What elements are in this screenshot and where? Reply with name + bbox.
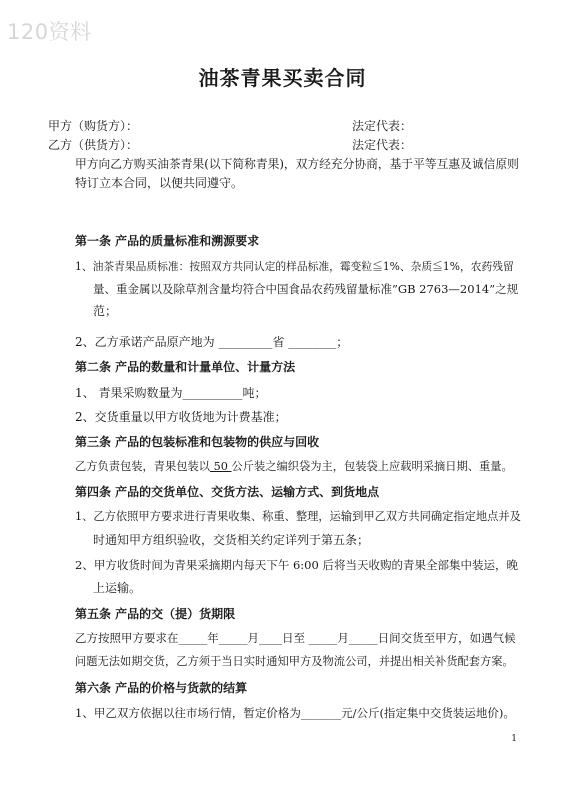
article-2-quantity: 1、 青果采购数量为__________吨；: [75, 386, 267, 400]
watermark: 120资料: [7, 20, 92, 44]
party-b-rep: 法定代表：: [352, 138, 413, 152]
party-a-label: 甲方（购货方）：: [48, 119, 139, 133]
article-3-paragraph: [75, 459, 513, 475]
article-6-heading: 第六条 产品的价格与货款的结算: [75, 681, 248, 695]
article-3-text: 公斤装之编织袋为主，包装袋上应载明采摘日期、重量。: [231, 460, 513, 473]
package-weight-value: 50: [210, 460, 232, 473]
article-1-paragraph: 1、油茶青果品质标准：按照双方共同认定的样品标准，霉变粒≦1%、杂质≦1%，农药残留: [75, 260, 514, 273]
article-1-heading: 第一条 产品的质量标准和溯源要求: [75, 234, 260, 248]
article-3-heading: 第三条 产品的包装标准和包装物的供应与回收: [75, 435, 320, 449]
article-4-heading: 第四条 产品的交货单位、交货方法、运输方式、到货地点: [75, 485, 380, 499]
article-1-paragraph: 量、重金属以及除草剂含量均符合中国食品农药残留量标准”GB 2763—2014”之规: [93, 282, 519, 296]
article-5-heading: 第五条 产品的交（提）货期限: [75, 607, 236, 621]
article-4-paragraph: 1、乙方依照甲方要求进行青果收集、称重、整理，运输到甲乙双方共同确定指定地点并及: [75, 510, 521, 523]
party-b-label: 乙方（供货方）：: [48, 138, 139, 152]
article-4-paragraph: 2、甲方收货时间为青果采摘期内每天下午 6:00 后将当天收购的青果全部集中装运，晚: [75, 558, 518, 572]
page-title: 油茶青果买卖合同: [198, 66, 367, 90]
article-5-paragraph: 问题无法如期交货，乙方须于当日实时通知甲方及物流公司，并提出相关补货配套方案。: [75, 655, 514, 668]
article-4-paragraph: 时通知甲方组织验收，交货相关约定详列于第五条；: [93, 533, 370, 547]
article-6-paragraph: 1、甲乙双方依据以往市场行情，暂定价格为_______元/公斤(指定集中交货装运地价)。: [75, 706, 515, 720]
article-4-paragraph: 上运输。: [93, 581, 142, 595]
article-2-weight-basis: 2、交货重量以甲方收货地为计费基准；: [75, 410, 287, 424]
page-number: 1: [511, 734, 517, 744]
article-2-heading: 第二条 产品的数量和计量单位、计量方法: [75, 360, 296, 374]
party-a-rep: 法定代表：: [352, 119, 413, 133]
intro-line: 甲方向乙方购买油茶青果(以下简称青果)，双方经充分协商，基于平等互惠及诚信原则: [75, 157, 519, 171]
article-1-paragraph: 范；: [93, 304, 118, 318]
article-1-origin-clause: 2、乙方承诺产品原产地为 _________省 ________；: [75, 335, 349, 349]
article-5-paragraph: 乙方按照甲方要求在_____年_____月____日至 _____月_____日间交货至甲方，如遇气候: [75, 631, 516, 645]
intro-line: 特订立本合同，以便共同遵守。: [75, 176, 244, 190]
article-3-text: 乙方负责包装，青果包装以: [75, 460, 211, 473]
